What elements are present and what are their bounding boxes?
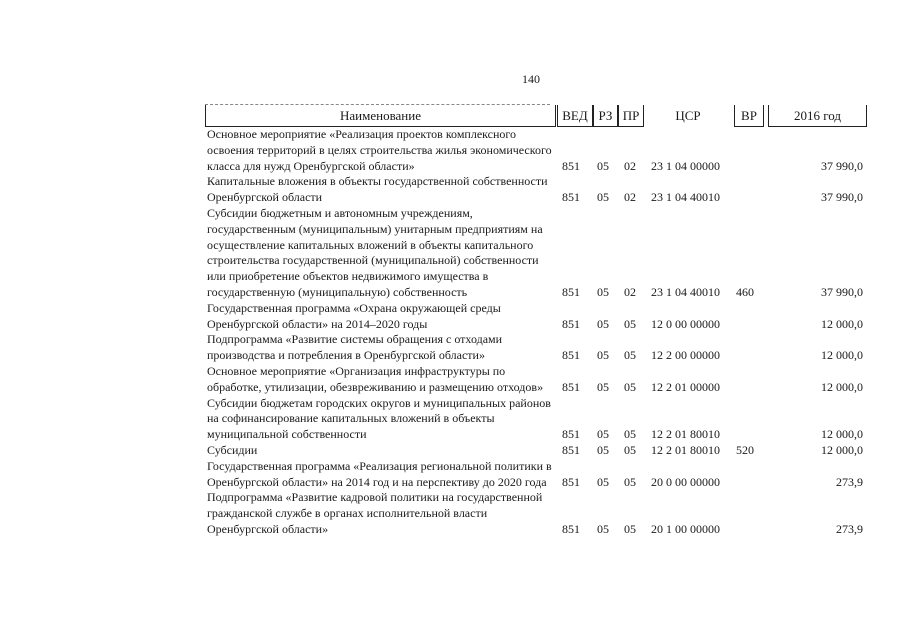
row-ved: 851 [562,190,580,205]
column-header-ved: ВЕД [557,105,593,127]
column-header-vr: ВР [734,105,764,127]
row-ved: 851 [562,316,580,331]
table-row [0,364,905,396]
column-header-pr: ПР [618,105,644,127]
row-name: Капитальные вложения в объекты государственной собственности Оренбургской области [207,174,548,205]
row-csr: 23 1 04 40010 [651,284,720,299]
row-ved: 851 [562,521,580,536]
row-sum: 12 000,0 [821,427,863,442]
row-sum: 37 990,0 [821,284,863,299]
table-row [0,332,905,364]
row-sum: 37 990,0 [821,190,863,205]
row-pr: 05 [624,474,636,489]
table-row [0,301,905,333]
row-name: Государственная программа «Охрана окружающей среды Оренбургской области» на 2014–2020 годы [207,300,501,331]
row-ved: 851 [562,348,580,363]
row-rz: 05 [597,158,609,173]
row-name: Субсидии бюджетам городских округов и муниципальных районов на софинансирование капитальных вложений в объекты муниципальной собственности [207,395,551,442]
row-rz: 05 [597,284,609,299]
row-csr: 20 0 00 00000 [651,474,720,489]
row-rz: 05 [597,348,609,363]
row-pr: 05 [624,521,636,536]
row-vr: 460 [736,284,754,299]
row-rz: 05 [597,427,609,442]
row-csr: 23 1 04 40010 [651,190,720,205]
row-sum: 37 990,0 [821,158,863,173]
row-csr: 23 1 04 00000 [651,158,720,173]
table-row [0,459,905,491]
column-header-name: Наименование [205,105,556,127]
row-csr: 12 2 00 00000 [651,348,720,363]
table-row [0,174,905,206]
row-pr: 02 [624,284,636,299]
table-row [0,490,905,537]
column-header-csr: ЦСР [675,108,701,123]
row-sum: 273,9 [836,521,863,536]
row-sum: 12 000,0 [821,442,863,457]
row-csr: 12 2 01 80010 [651,442,720,457]
row-pr: 05 [624,348,636,363]
row-pr: 05 [624,316,636,331]
row-rz: 05 [597,474,609,489]
row-ved: 851 [562,158,580,173]
row-rz: 05 [597,316,609,331]
row-ved: 851 [562,442,580,457]
table-row [0,206,905,301]
column-header-year: 2016 год [768,105,867,127]
row-ved: 851 [562,284,580,299]
row-csr: 20 1 00 00000 [651,521,720,536]
column-header-rz: РЗ [593,105,618,127]
page-number: 140 [522,72,540,86]
budget-table [0,127,905,538]
row-csr: 12 2 01 80010 [651,427,720,442]
row-sum: 273,9 [836,474,863,489]
row-pr: 02 [624,190,636,205]
row-ved: 851 [562,474,580,489]
row-sum: 12 000,0 [821,316,863,331]
row-pr: 05 [624,379,636,394]
row-ved: 851 [562,379,580,394]
table-row [0,443,905,459]
table-row [0,127,905,174]
row-name: Основное мероприятие «Реализация проектов комплексного освоения территорий в целях строительства жилья экономического класса для нужд Оренбургской области» [207,127,552,173]
row-name: Государственная программа «Реализация региональной политики в Оренбургской области» на 2014 год и на перспективу до 2020 года [207,458,552,489]
row-name: Подпрограмма «Развитие системы обращения с отходами производства и потребления в Оренбургской области» [207,332,503,363]
row-rz: 05 [597,379,609,394]
row-csr: 12 2 01 00000 [651,379,720,394]
row-pr: 05 [624,442,636,457]
row-sum: 12 000,0 [821,379,863,394]
row-vr: 520 [736,442,754,457]
row-rz: 05 [597,190,609,205]
row-pr: 05 [624,427,636,442]
row-name: Основное мероприятие «Организация инфраструктуры по обработке, утилизации, обезвреживанию и размещению отходов» [207,363,544,394]
row-ved: 851 [562,427,580,442]
row-name: Субсидии бюджетным и автономным учреждениям, государственным (муниципальным) унитарным предприятиям на осуществление капитальных вложений в объекты капитального строительства государственной (муниципальной) собственности или приобретение объектов недвижимого имущества в государственную (муниципальную) собственность [207,205,543,299]
row-rz: 05 [597,442,609,457]
row-rz: 05 [597,521,609,536]
row-pr: 02 [624,158,636,173]
table-row [0,396,905,443]
row-sum: 12 000,0 [821,348,863,363]
row-name: Подпрограмма «Развитие кадровой политики на государственной гражданской службе в органах исполнительной власти Оренбургской области» [207,490,543,536]
row-name: Субсидии [207,442,258,457]
row-csr: 12 0 00 00000 [651,316,720,331]
